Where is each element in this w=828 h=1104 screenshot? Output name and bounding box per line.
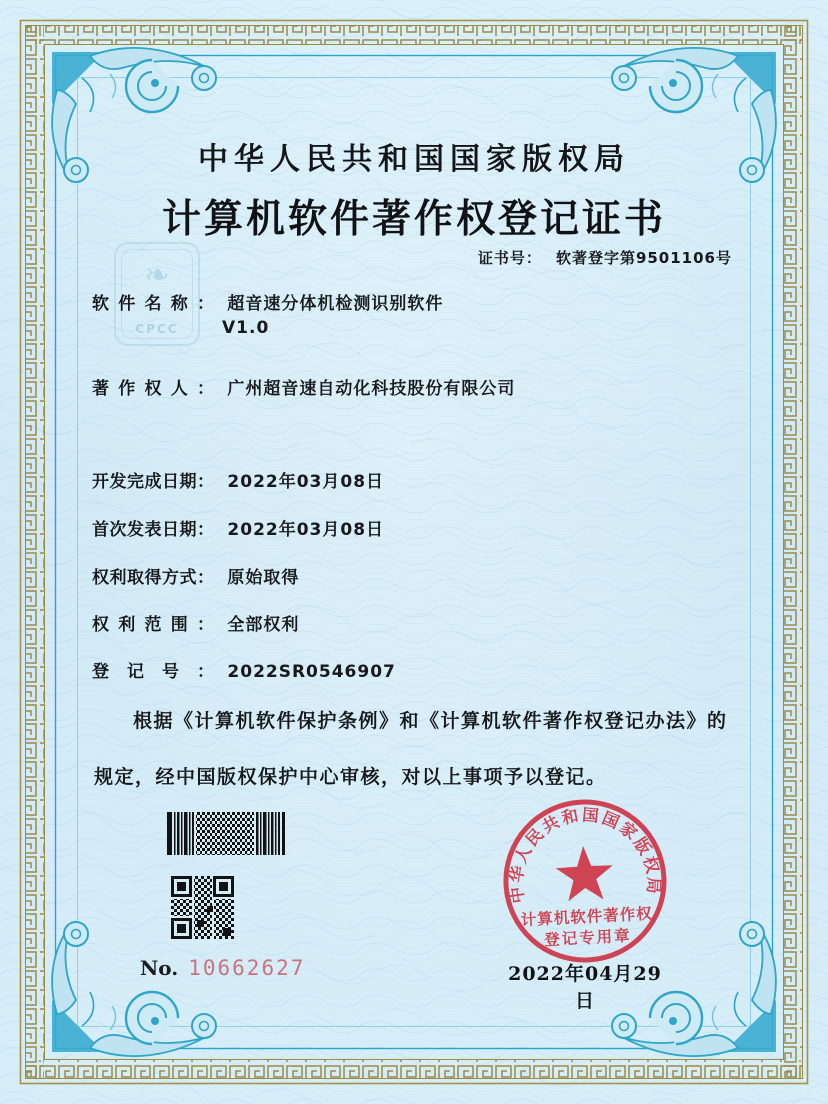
authority-title: 中华人民共和国国家版权局	[198, 142, 630, 177]
field-value: 超音速分体机检测识别软件	[227, 294, 444, 314]
field-row-rights-scope	[92, 613, 299, 637]
certificate-number-line	[478, 247, 732, 268]
field-label: 权利范围：	[92, 615, 214, 635]
statement-line-1: 根据《计算机软件保护条例》和《计算机软件著作权登记办法》的	[133, 710, 728, 732]
seal-text-line2: 登记专用章	[543, 926, 633, 950]
field-row-registration-number	[92, 660, 396, 684]
certificate-title: 计算机软件著作权登记证书	[161, 196, 666, 242]
field-row-rights-acquisition	[92, 566, 299, 590]
field-label: 软件名称：	[92, 294, 214, 314]
cpcc-watermark-bird-icon: ❧	[144, 258, 170, 293]
field-label: 登记号：	[92, 662, 214, 682]
field-label: 著作权人：	[92, 379, 214, 399]
seal-ring-text: 中华人民共和国国家版权局	[506, 805, 664, 905]
field-value: 2022年03月08日	[227, 472, 385, 492]
barcode	[167, 812, 285, 855]
official-seal	[494, 793, 677, 972]
field-label: 权利取得方式：	[92, 568, 214, 588]
issue-date: 2022年04月29日	[508, 963, 662, 1012]
statement-line-2: 规定，经中国版权保护中心审核，对以上事项予以登记。	[94, 766, 607, 788]
field-label: 首次发表日期：	[92, 520, 214, 540]
field-value-version: V1.0	[222, 318, 270, 338]
field-label: 开发完成日期：	[92, 472, 214, 492]
qr-code	[171, 876, 234, 939]
serial-number-label: No.	[140, 956, 179, 980]
field-row-copyright-owner	[92, 377, 515, 401]
registration-statement	[94, 706, 746, 789]
field-row-dev-complete-date	[92, 470, 384, 494]
serial-number-value: 10662627	[188, 956, 306, 980]
field-value: 2022SR0546907	[227, 662, 396, 682]
serial-number-line	[140, 956, 305, 980]
field-value: 原始取得	[227, 568, 300, 588]
field-value: 全部权利	[227, 615, 300, 635]
certificate-number-label: 证书号：	[477, 249, 542, 267]
corner-flourish-bottom-left	[52, 922, 216, 1056]
field-value: 2022年03月08日	[227, 520, 385, 540]
field-value: 广州超音速自动化科技股份有限公司	[227, 379, 516, 399]
star-icon	[555, 845, 615, 902]
seal-text-line1: 计算机软件著作权	[520, 904, 654, 930]
certificate-number-value: 软著登字第9501106号	[555, 249, 732, 267]
field-row-first-publish-date	[92, 518, 384, 542]
cpcc-watermark-text: CPCC	[135, 322, 179, 336]
